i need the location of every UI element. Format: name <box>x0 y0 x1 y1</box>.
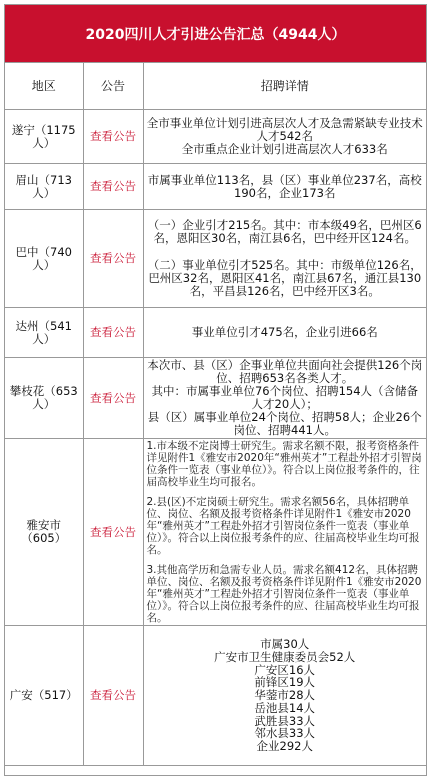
detail-line: 全市事业单位计划引进高层次人才及急需紧缺专业技术人才542名 <box>146 116 423 143</box>
notice-cell <box>83 164 143 210</box>
table-row <box>5 439 426 626</box>
recruitment-summary-table-container <box>4 4 427 776</box>
notice-cell <box>83 210 143 308</box>
view-notice-link[interactable]: 查看公告 <box>90 129 136 143</box>
region-cell: 遂宁（1175人） <box>5 110 83 164</box>
detail-line: 广安区16人 <box>254 662 316 677</box>
notice-cell <box>83 626 143 766</box>
details-cell <box>143 358 426 439</box>
detail-line: 华蓥市28人 <box>254 688 316 703</box>
recruitment-table <box>5 63 426 766</box>
region-cell: 达州（541人） <box>5 308 83 358</box>
detail-line: 事业单位引才475名，企业引进66名 <box>191 325 378 339</box>
notice-cell <box>83 439 143 626</box>
detail-paragraph: 1.市本级不定岗博士研究生。需求名额不限，报考资格条件详见附件1《雅安市2020年“雅州英才”工程赴外招才引智岗位条件一览表（事业单位）》。符合以上岗位报考条件的，往届高校毕业生均可报名。 <box>146 440 422 488</box>
view-notice-link[interactable]: 查看公告 <box>90 325 136 339</box>
region-cell: 眉山（713人） <box>5 164 83 210</box>
table-row <box>5 308 426 358</box>
detail-line: 岳池县14人 <box>254 700 316 715</box>
detail-paragraph: 3.其他高学历和急需专业人员。需求名额412名，具体招聘单位、岗位、名额及报考资格条件详见附件1《雅安市2020年“雅州英才”工程赴外招才引智岗位条件一览表（事业单位）》。符合以上岗位报考条件的应、往届高校毕业生均可报名。 <box>146 564 422 624</box>
detail-line: （二）事业单位引才525名。其中：市级单位126名，巴州区32名，恩阳区41名，南江县67名，通江县130名，平昌县126名，巴中经开区3名。 <box>147 258 422 298</box>
detail-paragraph: 2.县(区)不定岗硕士研究生。需求名额56名，具体招聘单位、岗位、名额及报考资格条件详见附件1《雅安市2020年“雅州英才”工程赴外招才引智岗位条件一览表（事业单位）》。符合以上岗位报考条件的应、往届高校毕业生均可报名。 <box>146 496 420 556</box>
region-cell: 攀枝花（653人） <box>5 358 83 439</box>
region-cell: 雅安市（605） <box>5 439 83 626</box>
header-region: 地区 <box>5 63 83 110</box>
details-cell <box>143 210 426 308</box>
notice-cell <box>83 308 143 358</box>
detail-line: 全市重点企业计划引进高层次人才633名 <box>181 142 388 156</box>
table-title: 2020四川人才引进公告汇总（4944人） <box>5 5 426 63</box>
view-notice-link[interactable]: 查看公告 <box>90 390 136 405</box>
table-row <box>5 110 426 164</box>
header-notice: 公告 <box>83 63 143 110</box>
view-notice-link[interactable]: 查看公告 <box>90 524 136 539</box>
header-row <box>5 63 426 110</box>
table-row <box>5 358 426 439</box>
detail-line: 企业292人 <box>256 739 313 754</box>
notice-cell <box>83 110 143 164</box>
detail-line: 其中：市属事业单位76个岗位、招聘154人（含储备人才20人）； <box>151 384 419 411</box>
table-row <box>5 210 426 308</box>
details-cell <box>143 626 426 766</box>
region-cell: 巴中（740人） <box>5 210 83 308</box>
detail-line: 武胜县33人 <box>254 713 316 728</box>
detail-line: 县（区）属事业单位24个岗位、招聘58人；企业26个岗位、招聘441人。 <box>147 410 422 437</box>
detail-line: 广安市卫生健康委员会52人 <box>214 649 356 664</box>
view-notice-link[interactable]: 查看公告 <box>90 179 136 193</box>
details-cell <box>143 308 426 358</box>
table-row <box>5 626 426 766</box>
details-cell <box>143 164 426 210</box>
details-cell <box>143 110 426 164</box>
table-row <box>5 164 426 210</box>
detail-line: （一）企业引才215名。其中：市本级49名，巴州区6名，恩阳区30名，南江县6名，巴中经开区124名。 <box>147 218 422 245</box>
detail-line: 市属30人 <box>260 636 310 651</box>
notice-cell <box>83 358 143 439</box>
detail-line: 本次市、县（区）企事业单位共面向社会提供126个岗位、招聘653名各类人才。 <box>147 358 423 385</box>
region-cell: 广安（517） <box>5 626 83 766</box>
view-notice-link[interactable]: 查看公告 <box>90 251 136 265</box>
details-cell <box>143 439 426 626</box>
detail-line: 前锋区19人 <box>254 675 316 690</box>
header-details: 招聘详情 <box>143 63 426 110</box>
view-notice-link[interactable]: 查看公告 <box>90 688 136 702</box>
detail-line: 市属事业单位113名，县（区）事业单位237名，高校190名，企业173名 <box>147 172 422 200</box>
detail-line: 邻水县33人 <box>254 726 316 741</box>
